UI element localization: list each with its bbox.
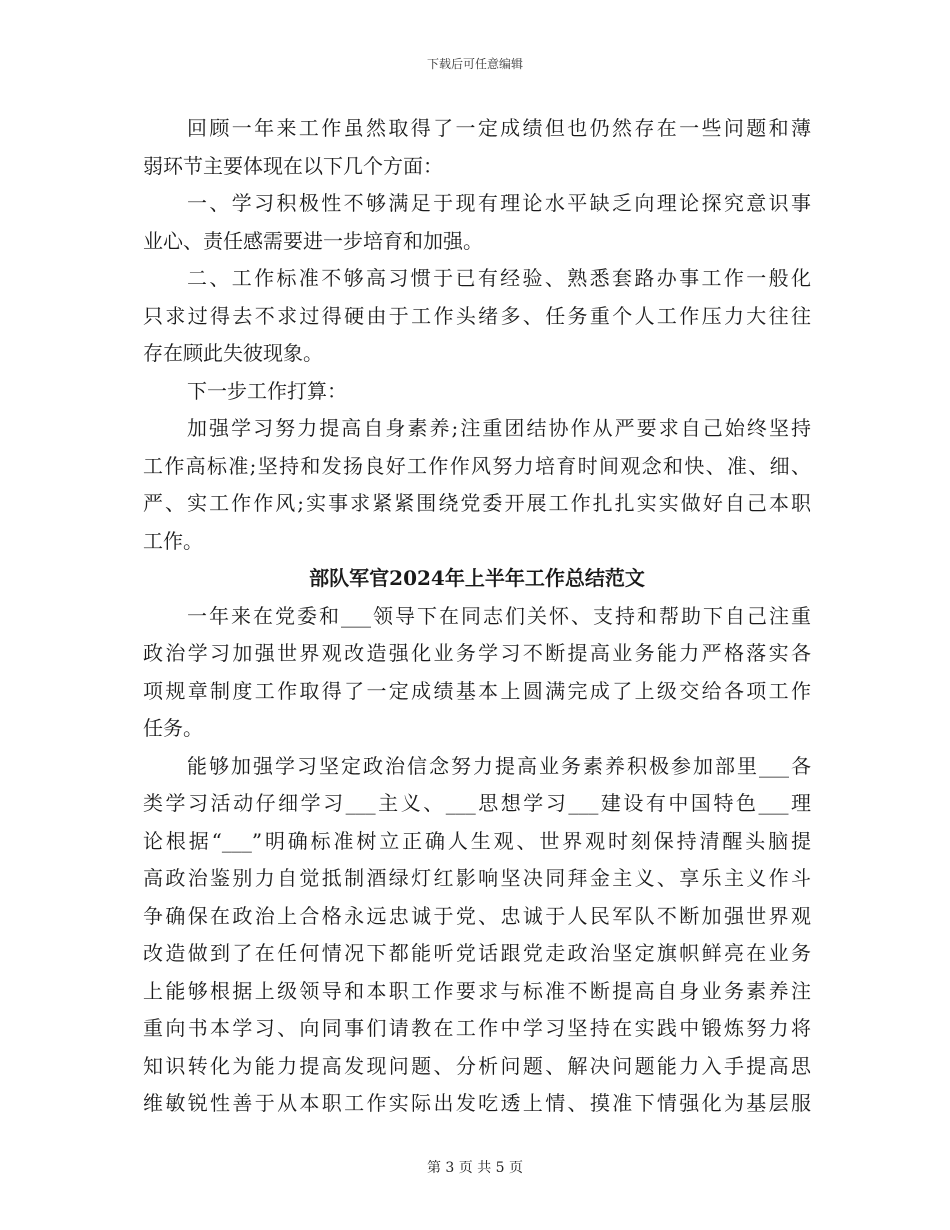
text-line: 回顾一年来工作虽然取得了一定成绩但也仍然存在一些问题和薄 bbox=[187, 116, 811, 140]
text-line: 只求过得去不求过得硬由于工作头绪多、任务重个人工作压力大往往 bbox=[143, 303, 811, 328]
text-line: 上能够根据上级领导和本职工作要求与标准不断提高自身业务素养注 bbox=[143, 978, 811, 1003]
section-title: 部队军官2024年上半年工作总结范文 bbox=[309, 566, 645, 590]
document-body bbox=[143, 110, 811, 1123]
text-line: 业心、责任感需要进一步培育和加强。 bbox=[143, 228, 483, 253]
text-line: 加强学习努力提高自身素养;注重团结协作从严要求自己始终坚持 bbox=[187, 416, 811, 440]
text-line: 一年来在党委和___领导下在同志们关怀、支持和帮助下自己注重 bbox=[187, 603, 811, 628]
text-line: 二、工作标准不够高习惯于已有经验、熟悉套路办事工作一般化 bbox=[187, 266, 811, 290]
text-line: 政治学习加强世界观改造强化业务学习不断提高业务能力严格落实各 bbox=[143, 641, 811, 665]
text-line: 争确保在政治上合格永远忠诚于党、忠诚于人民军队不断加强世界观 bbox=[143, 903, 811, 928]
page-number: 第 3 页 共 5 页 bbox=[426, 1160, 524, 1176]
text-line: 维敏锐性善于从本职工作实际出发吃透上情、摸准下情强化为基层服 bbox=[143, 1091, 811, 1115]
text-line: 高政治鉴别力自觉抵制酒绿灯红影响坚决同拜金主义、享乐主义作斗 bbox=[143, 866, 811, 890]
text-line: 能够加强学习坚定政治信念努力提高业务素养积极参加部里___各 bbox=[187, 753, 811, 778]
text-line: 任务。 bbox=[143, 716, 203, 740]
text-line: 存在顾此失彼现象。 bbox=[143, 341, 323, 365]
text-line: 下一步工作打算： bbox=[187, 378, 347, 403]
text-line: 改造做到了在任何情况下都能听党话跟党走政治坚定旗帜鲜亮在业务 bbox=[143, 941, 811, 965]
text-line: 工作。 bbox=[143, 528, 203, 553]
text-line: 项规章制度工作取得了一定成绩基本上圆满完成了上级交给各项工作 bbox=[143, 678, 811, 703]
text-line: 论根据“___”明确标准树立正确人生观、世界观时刻保持清醒头脑提 bbox=[143, 828, 811, 853]
paragraph-block-2 bbox=[143, 598, 811, 1123]
text-line: 知识转化为能力提高发现问题、分析问题、解决问题能力入手提高思 bbox=[143, 1053, 811, 1078]
text-line: 重向书本学习、向同事们请教在工作中学习坚持在实践中锻炼努力将 bbox=[143, 1016, 811, 1040]
paragraph-block-1 bbox=[143, 110, 811, 560]
text-line: 弱环节主要体现在以下几个方面： bbox=[143, 153, 443, 178]
text-line: 一、学习积极性不够满足于现有理论水平缺乏向理论探究意识事 bbox=[187, 191, 811, 215]
text-line: 工作高标准;坚持和发扬良好工作作风努力培育时间观念和快、准、细、 bbox=[143, 453, 811, 478]
text-line: 严、实工作作风;实事求紧紧围绕党委开展工作扎扎实实做好自己本职 bbox=[143, 491, 811, 515]
page-header-note: 下载后可任意编辑 bbox=[426, 57, 523, 71]
text-line: 类学习活动仔细学习___主义、___思想学习___建设有中国特色___理 bbox=[143, 791, 811, 815]
